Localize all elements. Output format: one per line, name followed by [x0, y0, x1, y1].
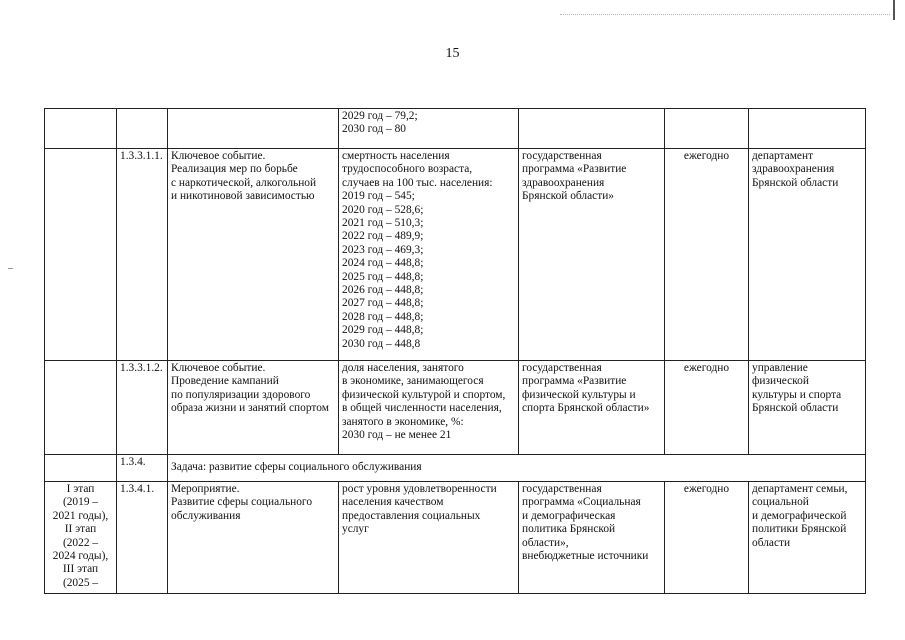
indicator-cell-line: смертность населения: [342, 150, 450, 162]
indicator-cell: [339, 482, 519, 594]
program-cell-line: Брянской области»: [522, 190, 614, 203]
table-row: [45, 455, 866, 482]
indicator-cell-line: 2027 год – 448,8;: [342, 297, 424, 310]
indicator-cell-line: 2026 год – 448,8;: [342, 284, 424, 297]
period-cell: [665, 109, 749, 149]
period-cell: ежегодно: [665, 149, 749, 361]
program-cell-line: политика Брянской: [522, 523, 616, 536]
event-cell-line: Ключевое событие.: [171, 362, 266, 374]
stage-cell: [45, 109, 117, 149]
indicator-cell-line: 2022 год – 489,9;: [342, 230, 424, 243]
executor-cell-line: политики Брянской: [752, 523, 847, 536]
event-cell-line: и никотиновой зависимостью: [171, 190, 315, 203]
stage-cell-line: I этап: [66, 483, 95, 495]
stage-cell-line: (2022 –: [62, 536, 99, 549]
indicator-cell-line: 2030 год – не менее 21: [342, 429, 452, 442]
executor-cell-line: департамент семьи,: [752, 483, 848, 495]
stage-cell-line: II этап: [64, 523, 97, 536]
stage-cell-line: (2019 –: [62, 496, 99, 509]
table-row: [45, 149, 866, 361]
table-row: [45, 361, 866, 455]
stage-cell-line: 2024 годы),: [52, 550, 109, 563]
program-cell-line: программа «Развитие: [522, 375, 627, 388]
item-number: 1.3.3.1.1.: [117, 149, 168, 361]
event-cell-line: образа жизни и занятий спортом: [171, 402, 329, 415]
executor-cell-line: здравоохранения: [752, 163, 835, 176]
stage-cell: [45, 482, 117, 594]
program-cell-line: внебюджетные источники: [522, 550, 649, 563]
period-cell: ежегодно: [665, 482, 749, 594]
indicator-cell-line: в экономике, занимающегося: [342, 375, 484, 388]
indicator-cell-line: 2019 год – 545;: [342, 190, 415, 203]
indicator-cell-line: в общей численности населения,: [342, 402, 502, 415]
stage-cell: [45, 361, 117, 455]
item-number: [117, 109, 168, 149]
event-cell-line: Проведение кампаний: [171, 375, 279, 388]
indicator-cell-line: 2021 год – 510,3;: [342, 217, 424, 230]
program-cell: [519, 361, 665, 455]
event-cell-line: Реализация мер по борьбе: [171, 163, 298, 176]
indicator-cell: [339, 149, 519, 361]
executor-cell: [749, 149, 866, 361]
indicator-cell-line: 2030 год – 80: [342, 123, 406, 136]
program-cell: [519, 482, 665, 594]
event-cell: [168, 361, 339, 455]
program-cell-line: здравоохранения: [522, 176, 605, 189]
executor-cell: [749, 109, 866, 149]
executor-cell-line: и демографической: [752, 509, 847, 522]
event-cell: [168, 149, 339, 361]
indicator-cell-line: населения качеством: [342, 496, 444, 509]
stage-cell: [45, 455, 117, 482]
indicator-cell-line: 2028 год – 448,8;: [342, 310, 424, 323]
program-cell: [519, 149, 665, 361]
event-cell-line: Развитие сферы социального: [171, 496, 313, 509]
program-cell-line: программа «Социальная: [522, 496, 641, 509]
executor-cell-line: социальной: [752, 496, 809, 509]
event-cell: [168, 482, 339, 594]
executor-cell: [749, 482, 866, 594]
indicator-cell-line: предоставления социальных: [342, 509, 481, 522]
stage-cell-line: 2021 годы),: [52, 509, 109, 522]
indicator-cell-line: 2020 год – 528,6;: [342, 203, 424, 216]
program-cell-line: и демографическая: [522, 509, 616, 522]
indicator-cell-line: 2029 год – 448,8;: [342, 324, 424, 337]
indicator-cell-line: доля населения, занятого: [342, 362, 464, 374]
scan-dotted-artifact: [560, 14, 890, 17]
event-cell-line: по популяризации здорового: [171, 388, 311, 401]
stage-cell-line: (2025 –: [62, 576, 99, 589]
task-title: Задача: развитие сферы социального обслуживания: [168, 455, 866, 482]
indicator-cell-line: 2025 год – 448,8;: [342, 270, 424, 283]
program-cell-line: программа «Развитие: [522, 163, 627, 176]
indicator-cell-line: 2024 год – 448,8;: [342, 257, 424, 270]
indicator-cell-line: 2030 год – 448,8: [342, 337, 421, 350]
program-cell-line: области»,: [522, 536, 569, 549]
indicator-cell: [339, 109, 519, 149]
indicator-cell-line: случаев на 100 тыс. населения:: [342, 176, 493, 189]
program-cell-line: спорта Брянской области»: [522, 402, 650, 415]
program-cell: [519, 109, 665, 149]
item-number: 1.3.3.1.2.: [117, 361, 168, 455]
indicator-cell-line: трудоспособного возраста,: [342, 163, 473, 176]
program-cell-line: государственная: [522, 362, 602, 374]
stage-cell: [45, 149, 117, 361]
period-cell: ежегодно: [665, 361, 749, 455]
program-cell-line: государственная: [522, 150, 602, 162]
executor-cell-line: управление: [752, 362, 808, 374]
executor-cell-line: Брянской области: [752, 402, 839, 415]
executor-cell-line: культуры и спорта: [752, 388, 842, 401]
indicator-cell-line: 2023 год – 469,3;: [342, 243, 424, 256]
page-number: 15: [445, 46, 460, 61]
scan-edge-mark: [893, 0, 895, 20]
executor-cell-line: департамент: [752, 150, 814, 162]
event-cell-line: обслуживания: [171, 509, 241, 522]
indicator-cell-line: физической культурой и спортом,: [342, 388, 506, 401]
executor-cell-line: Брянской области: [752, 176, 839, 189]
executor-cell: [749, 361, 866, 455]
indicator-cell: [339, 361, 519, 455]
indicator-cell-line: услуг: [342, 523, 369, 536]
indicator-cell-line: рост уровня удовлетворенности: [342, 483, 497, 495]
event-cell-line: с наркотической, алкогольной: [171, 176, 317, 189]
table-row: [45, 109, 866, 149]
program-cell-line: государственная: [522, 483, 602, 495]
item-number: 1.3.4.: [117, 455, 168, 482]
indicator-cell-line: занятого в экономике, %:: [342, 415, 464, 428]
event-cell-line: Мероприятие.: [171, 483, 240, 495]
stage-cell-line: III этап: [62, 563, 99, 576]
item-number: 1.3.4.1.: [117, 482, 168, 594]
executor-cell-line: области: [752, 536, 791, 549]
plan-table: [44, 108, 866, 594]
indicator-cell-line: 2029 год – 79,2;: [342, 110, 418, 122]
executor-cell-line: физической: [752, 375, 809, 388]
event-cell: [168, 109, 339, 149]
event-cell-line: Ключевое событие.: [171, 150, 266, 162]
scan-left-tick: [8, 268, 13, 269]
program-cell-line: физической культуры и: [522, 388, 636, 401]
table-row: [45, 482, 866, 594]
